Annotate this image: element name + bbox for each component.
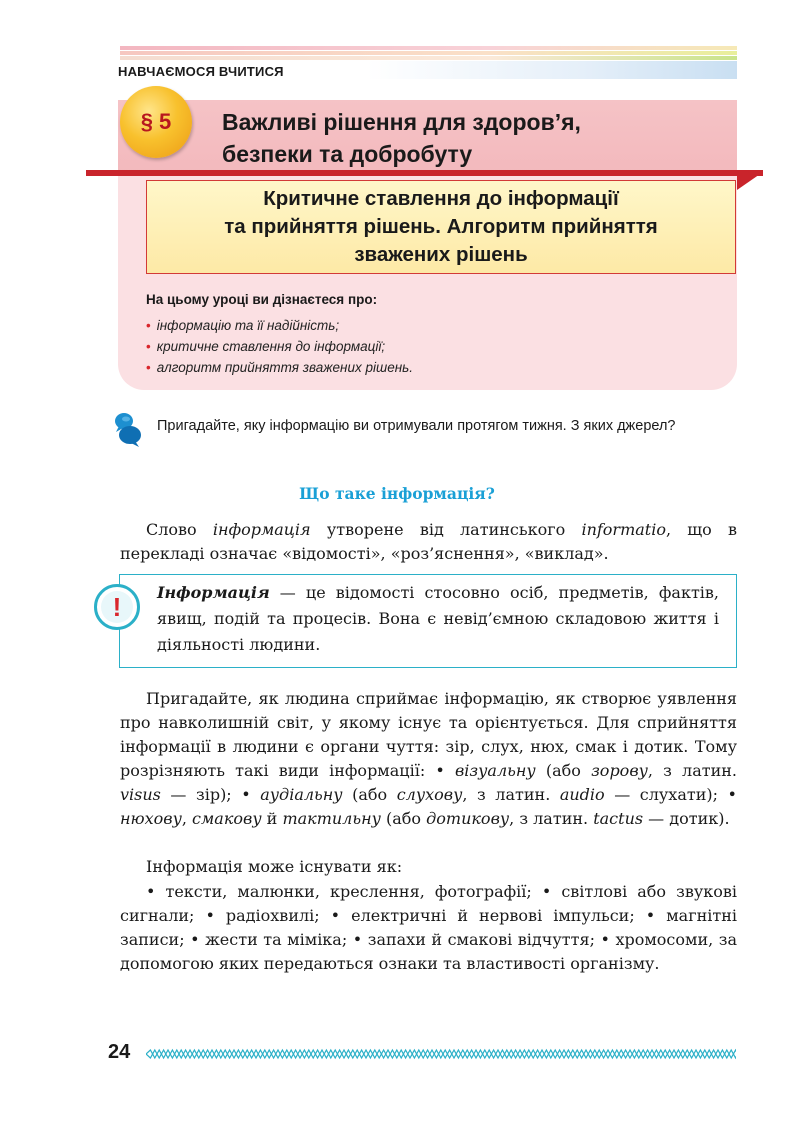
recall-question: Пригадайте, яку інформацію ви отримували протягом тижня. З яких джерел? (157, 418, 676, 434)
section-number-badge: § 5 (120, 86, 192, 158)
decorative-wave-line (146, 1048, 736, 1060)
chat-bubbles-icon (113, 410, 143, 448)
exclamation-icon: ! (94, 584, 140, 630)
header-stripe (120, 46, 737, 50)
latin-word: informatio (581, 520, 666, 539)
title-band-ribbon (86, 170, 763, 176)
list-item: • алгоритм прийняття зважених рішень. (146, 360, 413, 375)
page-number: 24 (108, 1041, 131, 1063)
topic-line: зважених рішень (354, 243, 528, 266)
header-stripe (120, 51, 737, 55)
section-title-line: Важливі рішення для здоров’я, (222, 109, 581, 135)
term-italic: інформація (212, 520, 311, 539)
information-types-paragraph: Пригадайте, як людина сприймає інформацію, як створює уявлення про навколишній світ, у якому існує та орієнтується. Для сприйняття інформації в людини є органи чуття: зір, слух, нюх, смак і дотик. Тому розрізняють такі види інформації: • візуальну (або зорову, з латин. visus — зір); • аудіальну (або слухову, з латин. audio — слухати); • нюхову, смакову й тактильну (або дотикову, з латин. tactus — дотик). (120, 689, 738, 828)
bullet-icon: • (146, 339, 151, 354)
lesson-goals-title: На цьому уроці ви дізнаєтеся про: (146, 292, 378, 307)
information-forms-paragraph: • тексти, малюнки, креслення, фотографії; • світлові або звукові сигнали; • радіохвилі; • електричні й нервові імпульси; • магнітні записи; • жести та міміка; • запахи й смакові відчуття; • хромосоми, за допомогою яких передаються ознаки та властивості організму. (120, 882, 737, 973)
lesson-goals-list (146, 315, 413, 378)
title-band-ribbon-fold (737, 172, 763, 190)
section-title (222, 106, 722, 170)
subheading: Що таке інформація? (299, 484, 495, 503)
bullet-icon: • (146, 318, 151, 333)
intro-paragraph: Слово інформація утворене від латинського informatio, що в перекладі означає «відомості», «роз’яснення», «виклад». (120, 520, 738, 563)
list-item: • інформацію та її надійність; (146, 318, 340, 333)
bullet-icon: • (146, 360, 151, 375)
topic-line: та прийняття рішень. Алгоритм прийняття (224, 215, 658, 238)
definition-text: Інформація — це відомості стосовно осіб, предметів, фактів, явищ, подій та процесів. Вона є невід’ємною складовою життя і діяльності людини. (157, 583, 719, 654)
running-header: НАВЧАЄМОСЯ ВЧИТИСЯ (118, 64, 284, 79)
lesson-topic-box (146, 180, 736, 274)
header-stripe (120, 56, 737, 60)
section-title-line: безпеки та добробуту (222, 141, 473, 167)
definition-term: Інформація (157, 583, 270, 602)
information-exists-paragraph: Інформація може існувати як: (146, 857, 403, 876)
topic-line: Критичне ставлення до інформації (263, 187, 619, 210)
list-item: • критичне ставлення до інформації; (146, 339, 386, 354)
